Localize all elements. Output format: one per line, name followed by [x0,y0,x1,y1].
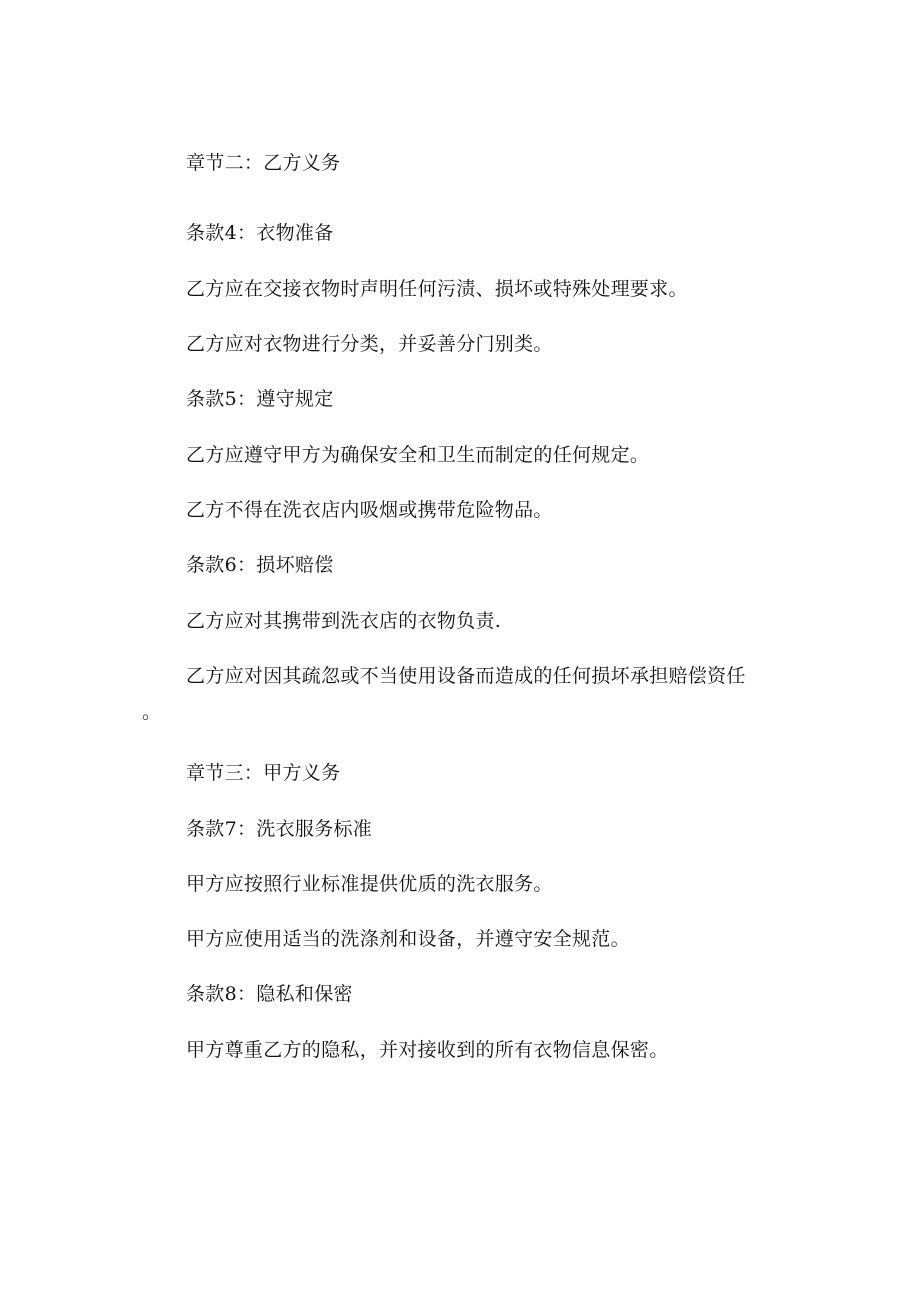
paragraph: 甲方应按照行业标准提供优质的洗衣服务。 [186,873,553,895]
clause-heading-6: 条款6：损坏赔偿 [186,554,334,576]
paragraph-wrap-tail: 。 [142,701,162,723]
paragraph: 乙方应在交接衣物时声明任何污渍、损坏或特殊处理要求。 [186,278,688,300]
paragraph: 乙方应对衣物进行分类，并妥善分门别类。 [186,333,553,355]
paragraph: 甲方应使用适当的洗涤剂和设备，并遵守安全规范。 [186,928,630,950]
clause-heading-7: 条款7：洗衣服务标准 [186,818,373,840]
paragraph: 甲方尊重乙方的隐私，并对接收到的所有衣物信息保密。 [186,1039,669,1061]
paragraph: 乙方应对其携带到洗衣店的衣物负责. [186,610,502,632]
clause-heading-5: 条款5：遵守规定 [186,388,334,410]
clause-heading-4: 条款4：衣物准备 [186,222,334,244]
section-heading-2: 章节二：乙方义务 [186,152,341,174]
paragraph: 乙方应对因其疏忽或不当使用设备而造成的任何损坏承担赔偿资任 [186,665,746,687]
section-heading-3: 章节三：甲方义务 [186,762,341,784]
paragraph: 乙方不得在洗衣店内吸烟或携带危险物品。 [186,499,553,521]
paragraph: 乙方应遵守甲方为确保安全和卫生而制定的任何规定。 [186,444,650,466]
clause-heading-8: 条款8：隐私和保密 [186,983,353,1005]
